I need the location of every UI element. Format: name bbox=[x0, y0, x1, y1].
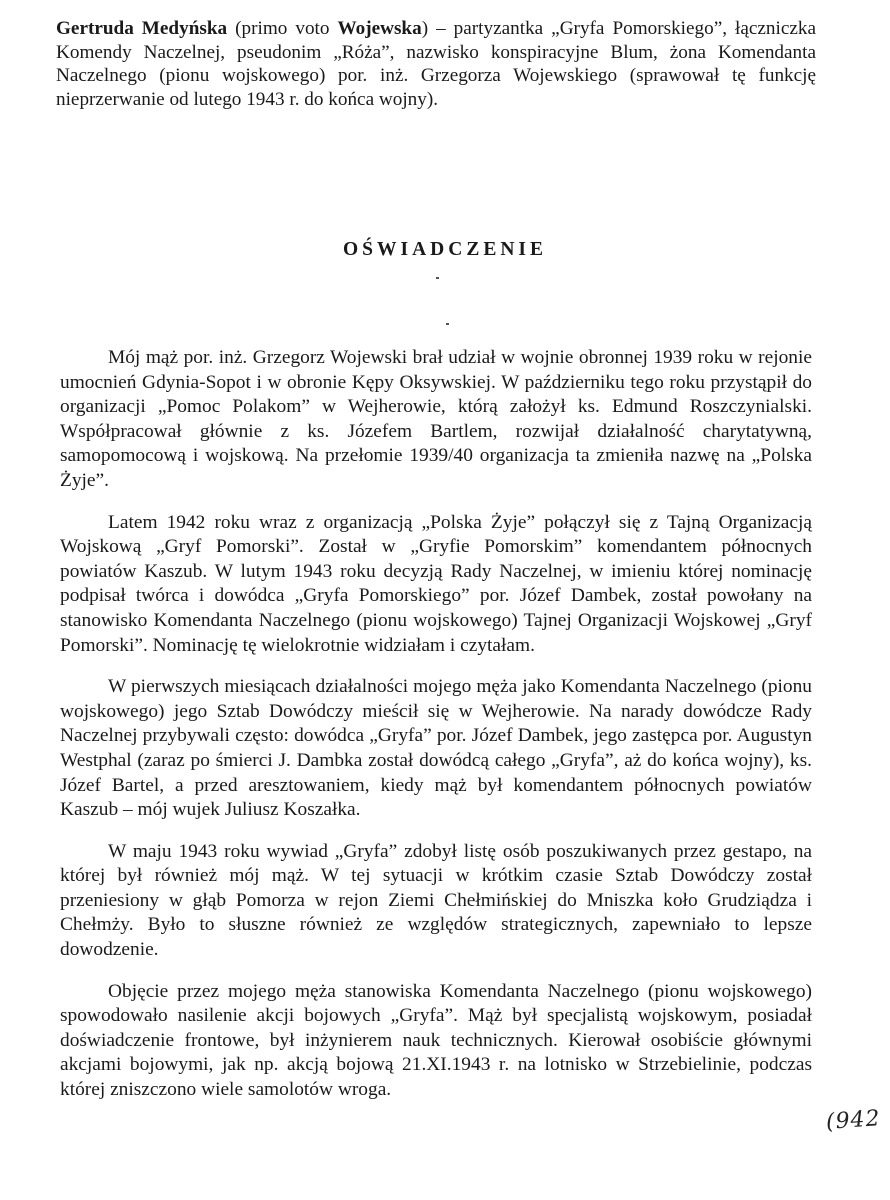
statement-body bbox=[60, 346, 812, 1120]
primo-voto-text: (primo voto bbox=[227, 18, 338, 39]
body-paragraph: Mój mąż por. inż. Grzegorz Wojewski brał udział w wojnie obronnej 1939 roku w rejonie umocnień Gdynia-Sopot i w obronie Kępy Oksywskiej. W październiku tego roku przystąpił do organizacji „Pomoc Polakom” w Wejherowie, którą założył ks. Edmund Roszczynialski. Współpracował głównie z ks. Józefem Bartlem, rozwijał działalność charytatywną, samopomocową i wojskową. Na przełomie 1939/40 organizacja ta zmieniła nazwę na „Polska Żyje”. bbox=[60, 347, 812, 491]
body-paragraph: Latem 1942 roku wraz z organizacją „Polska Żyje” połączył się z Tajną Organizacją Wojskową „Gryf Pomorski”. Został w „Gryfie Pomorskim” komendantem północnych powiatów Kaszub. W lutym 1943 roku decyzją Rady Naczelnej, w imieniu której nominację podpisał twórca i dowódca „Gryfa Pomorskiego” por. Józef Dambek, został powołany na stanowisko Komendanta Naczelnego (pionu wojskowego) Tajnej Organizacji Wojskowej „Gryf Pomorski”. Nominację tę wielokrotnie widziałam i czytałam. bbox=[60, 511, 812, 656]
body-paragraph: W pierwszych miesiącach działalności mojego męża jako Komendanta Naczelnego (pionu wojskowego) jego Sztab Dowódczy mieścił się w Wejherowie. Na narady dowódcze Rady Naczelnej przybywali często: dowódca „Gryfa” por. Józef Dambek, jego zastępca por. Augustyn Westphal (zaraz po śmierci J. Dambka został dowódcą całego „Gryfa”, aż do końca wojny), ks. Józef Bartel, a przed aresztowaniem, kiedy mąż był komendantem północnych powiatów Kaszub – mój wujek Juliusz Koszałka. bbox=[60, 676, 812, 821]
header-paragraph bbox=[56, 17, 816, 111]
author-name: Gertruda Medyńska bbox=[56, 18, 228, 39]
document-title: OŚWIADCZENIE bbox=[342, 239, 548, 260]
header-description: ) – partyzantka „Gryfa Pomorskiego”, łączniczka Komendy Naczelnej, pseudonim „Róża”, nazwisko konspiracyjne Blum, żona Komendanta Naczelnego (pionu wojskowego) por. inż. Grzegorza Wojewskiego (sprawował tę funkcję nieprzerwanie od lutego 1943 r. do końca wojny). bbox=[56, 18, 816, 110]
maiden-name: Wojewska bbox=[337, 18, 422, 39]
body-paragraph: Objęcie przez mojego męża stanowiska Komendanta Naczelnego (pionu wojskowego) spowodowało nasilenie akcji bojowych „Gryfa”. Mąż był specjalistą wojskowym, posiadał doświadczenie frontowe, był inżynierem nauk technicznych. Kierował osobiście głównymi akcjami bojowymi, jak np. akcją bojową 21.XI.1943 r. na lotnisko w Strzebielinie, podczas której zniszczono wiele samolotów wroga. bbox=[60, 980, 812, 1101]
handwritten-margin-note: (942 bbox=[825, 1106, 882, 1135]
scan-speck bbox=[436, 277, 439, 279]
scan-speck bbox=[446, 323, 449, 325]
body-paragraph: W maju 1943 roku wywiad „Gryfa” zdobył listę osób poszukiwanych przez gestapo, na której był również mój mąż. W tej sytuacji w krótkim czasie Sztab Dowódczy został przeniesiony w głąb Pomorza w rejon Ziemi Chełmińskiej do Mniszka koło Grudziądza i Chełmży. Było to słuszne również ze względów strategicznych, zapewniało to lepsze dowodzenie. bbox=[60, 840, 812, 961]
